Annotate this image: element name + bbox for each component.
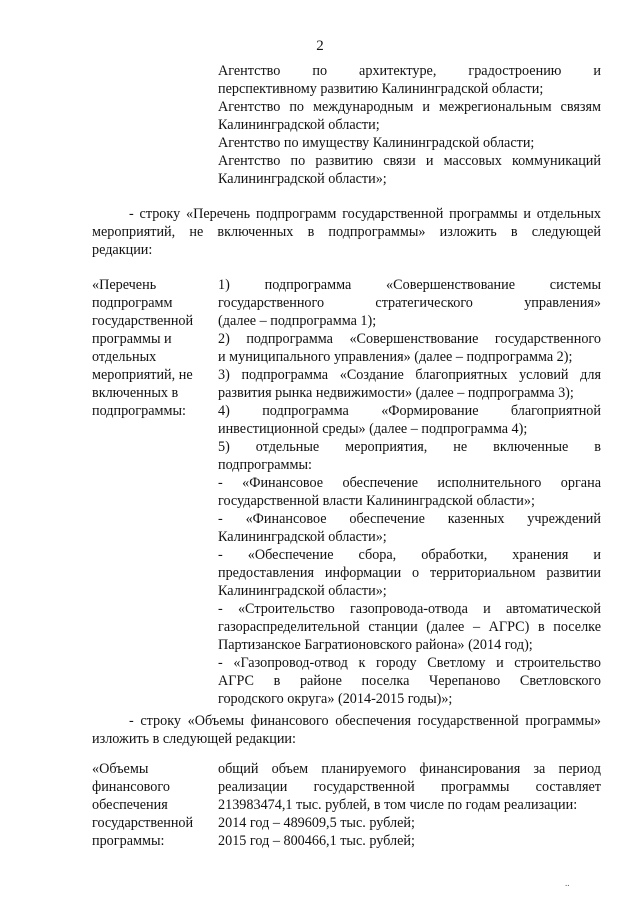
agency-line: Агентство по имуществу Калининградской области;	[218, 135, 535, 151]
row-label-line: «Перечень	[92, 277, 157, 293]
section1-label	[92, 276, 212, 420]
content-line: и муниципального управления» (далее – подпрограмма 2);	[218, 349, 573, 365]
intro-line: - строку «Перечень подпрограмм государственной программы и отдельных	[129, 206, 601, 222]
row-label-line: «Объемы	[92, 761, 149, 777]
content-line: подпрограммы:	[218, 457, 312, 473]
row-label-line: отдельных	[92, 349, 157, 365]
agencies-list	[218, 62, 601, 188]
content-line: - «Финансовое обеспечение исполнительного органа	[218, 475, 601, 491]
row-label-line: государственной	[92, 313, 194, 329]
row-label-line: мероприятий, не	[92, 367, 193, 383]
section2-intro	[92, 712, 601, 748]
agency-line: Агентство по развитию связи и массовых коммуникаций	[218, 153, 601, 169]
content-line: 4) подпрограмма «Формирование благоприятной	[218, 403, 601, 419]
content-line: Калининградской области»;	[218, 529, 387, 545]
content-line: - «Строительство газопровода-отвода и автоматической	[218, 601, 601, 617]
intro-line: изложить в следующей редакции:	[92, 731, 296, 747]
content-line: государственного стратегического управления»	[218, 295, 601, 311]
intro-line: мероприятий, не включенных в подпрограммы» изложить в следующей	[92, 224, 601, 240]
content-line: - «Обеспечение сбора, обработки, хранения и	[218, 547, 601, 563]
content-line: - «Финансовое обеспечение казенных учреждений	[218, 511, 601, 527]
content-line: развития рынка недвижимости» (далее – подпрограмма 3);	[218, 385, 574, 401]
agency-line: перспективному развитию Калининградской области;	[218, 81, 544, 97]
section2-label	[92, 760, 212, 850]
content-line: 1) подпрограмма «Совершенствование системы	[218, 277, 601, 293]
content-line: общий объем планируемого финансирования за период	[218, 761, 601, 777]
row-label-line: подпрограммы:	[92, 403, 186, 419]
section1-intro	[92, 205, 601, 259]
agency-line: Агентство по международным и межрегиональным связям	[218, 99, 601, 115]
intro-line: редакции:	[92, 242, 153, 258]
content-line: 5) отдельные мероприятия, не включенные в	[218, 439, 601, 455]
row-label-line: финансового	[92, 779, 170, 795]
content-line: (далее – подпрограмма 1);	[218, 313, 377, 329]
intro-line: - строку «Объемы финансового обеспечения государственной программы»	[129, 713, 601, 729]
content-line: АГРС в районе поселка Черепаново Светловского	[218, 673, 601, 689]
row-label-line: включенных в	[92, 385, 179, 401]
row-label-line: программы и	[92, 331, 172, 347]
agency-line: Калининградской области»;	[218, 171, 387, 187]
content-line: 2015 год – 800466,1 тыс. рублей;	[218, 833, 415, 849]
section2-content	[218, 760, 601, 850]
row-label-line: государственной	[92, 815, 194, 831]
agency-line: Агентство по архитектуре, градостроению и	[218, 63, 601, 79]
content-line: инвестиционной среды» (далее – подпрограмма 4);	[218, 421, 528, 437]
content-line: 2014 год – 489609,5 тыс. рублей;	[218, 815, 415, 831]
page-number: 2	[316, 38, 324, 54]
footer-mark: ..	[565, 878, 570, 888]
row-label-line: подпрограмм	[92, 295, 173, 311]
section1-content	[218, 276, 601, 708]
content-line: реализации государственной программы составляет	[218, 779, 601, 795]
content-line: городского округа» (2014-2015 годы)»;	[218, 691, 453, 707]
row-label-line: обеспечения	[92, 797, 168, 813]
content-line: - «Газопровод-отвод к городу Светлому и строительство	[218, 655, 601, 671]
content-line: 3) подпрограмма «Создание благоприятных условий для	[218, 367, 601, 383]
content-line: 213983474,1 тыс. рублей, в том числе по годам реализации:	[218, 797, 578, 813]
content-line: Калининградской области»;	[218, 583, 387, 599]
content-line: предоставления информации о территориальном развитии	[218, 565, 601, 581]
content-line: Партизанское Багратионовского района» (2014 год);	[218, 637, 533, 653]
content-line: 2) подпрограмма «Совершенствование государственного	[218, 331, 601, 347]
content-line: газораспределительной станции (далее – АГРС) в поселке	[218, 619, 601, 635]
content-line: государственной власти Калининградской области»;	[218, 493, 535, 509]
agency-line: Калининградской области;	[218, 117, 380, 133]
row-label-line: программы:	[92, 833, 165, 849]
